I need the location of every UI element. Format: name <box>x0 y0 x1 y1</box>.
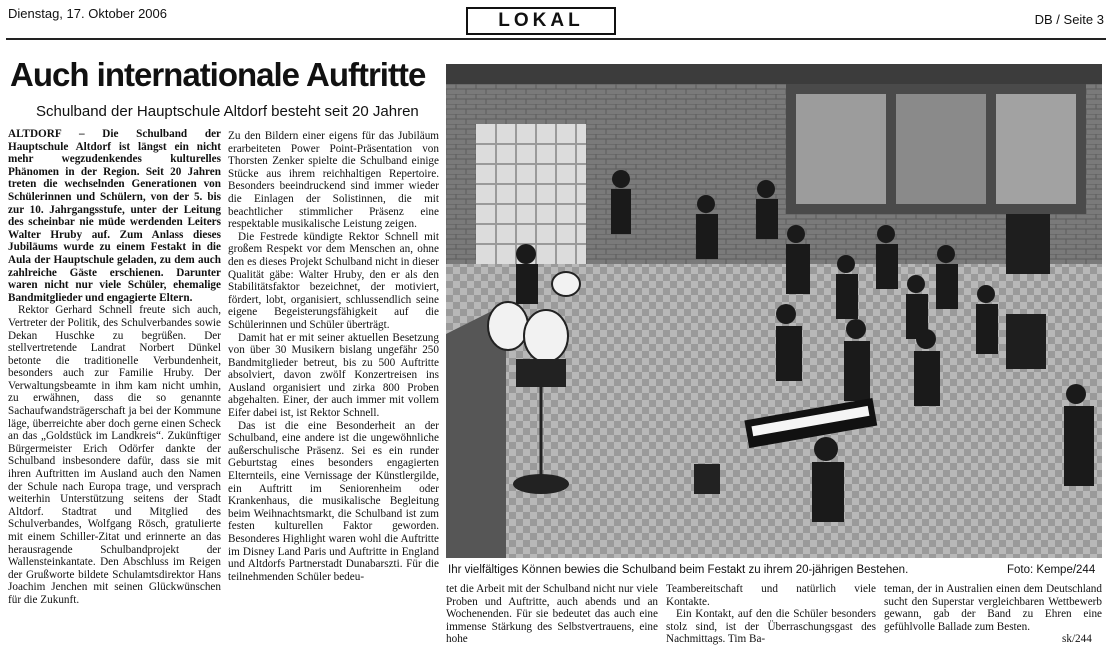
headline: Auch internationale Auftritte <box>10 56 426 93</box>
photo-caption: Ihr vielfältiges Können bewies die Schulband beim Festakt zu ihrem 20-jährigen Bestehen. <box>448 564 909 576</box>
issue-date: Dienstag, 17. Oktober 2006 <box>8 6 167 21</box>
header-rule <box>6 38 1106 40</box>
body-paragraph: Die Festrede kündigte Rektor Schnell mit großem Respekt vor dem Menschen an, ohne den es dieses Projekt Schulband nicht in dieser Qualität gäbe: Walter Hruby, den er als den Stabilitätsfaktor bezeichnet, der motiviert, fördert, lobt, organisiert, schlussendlich seine eigene Begeisterungsfähigkeit auf die Schülerinnen und Schüler überträgt. <box>228 230 439 331</box>
body-paragraph: tet die Arbeit mit der Schulband nicht nur viele Proben und Auftritte, auch abends und an Wochenenden. Für sie bedeutet das auch eine immense Stärkung des Selbstvertrauens, eine hohe <box>446 583 658 645</box>
article-column-3 <box>446 583 658 645</box>
band-photo <box>446 64 1102 558</box>
body-paragraph: Ein Kontakt, auf den die Schüler besonders stolz sind, ist der Überraschungsgast des Nachmittags. Tim Ba- <box>666 608 876 645</box>
photo-illustration <box>446 64 1102 558</box>
photo-credit: Foto: Kempe/244 <box>1007 564 1096 576</box>
subheadline: Schulband der Hauptschule Altdorf besteht seit 20 Jahren <box>36 103 419 120</box>
section-label: LOKAL <box>466 7 616 35</box>
body-paragraph: Zu den Bildern einer eigens für das Jubiläum erarbeiteten Power Point-Präsentation von Thorsten Zenker spielte die Schulband einige Stücke aus ihrem reichhaltigen Repertoire. Besonders beeindruckend sind immer wieder die Einlagen der Solistinnen, die mit beachtlicher stimmlicher Präsenz eine respektable musikalische Leistung zeigen. <box>228 130 439 231</box>
lead-paragraph: ALTDORF – Die Schulband der Hauptschule Altdorf ist längst ein nicht mehr wegzudenkendes kulturelles Phänomen in der Region. Seit 20 Jahren treten die wechselnden Generationen von Schülerinnen und Schülern, von der 5. bis zur 10. Jahrgangsstufe, unter der Leitung des scheinbar nie müde werdenden Leiters Walter Hruby auf. Zum Anlass dieses Jubiläums wurde zu einem Festakt in die Aula der Hauptschule geladen, zu dem auch zahlreiche Gäste erschienen. Darunter waren nicht nur viele Schüler, ehemalige Bandmitglieder und engagierte Eltern. <box>8 128 221 304</box>
article-column-1 <box>8 128 221 644</box>
author-signature: sk/244 <box>1062 633 1092 645</box>
body-paragraph: Damit hat er mit seiner aktuellen Besetzung von über 30 Musikern bislang ungefähr 250 Bandmitglieder betreut, bis zu 500 Auftritte absolviert, davon zwölf Konzertreisen ins Ausland organisiert und zirka 800 Proben abgehalten. Einer, der auch immer mit vollem Eifer dabei ist, ist Rektor Schnell. <box>228 331 439 420</box>
article-column-2 <box>228 130 439 644</box>
article-column-5 <box>884 583 1102 635</box>
body-paragraph: Teambereitschaft und natürlich viele Kontakte. <box>666 583 876 608</box>
body-paragraph: Das ist die eine Besonderheit an der Schulband, eine andere ist die ungewöhnliche außerschulische Präsenz. Sei es ein runder Geburtstag eines besonders engagierten Elternteils, eine Vernissage der Künstlergilde, ein Auftritt im Seniorenheim oder Krankenhaus, die musikalische Begleitung beim Weihnachtsmarkt, die Schulband ist zum festen kulturellen Faktor geworden. Besonderes Highlight waren wohl die Auftritte im Disney Land Paris und Auftritte in England und Altdorfs Partnerstadt Dunabarszti. Für die teilnehmenden Schüler bedeu- <box>228 419 439 583</box>
body-paragraph: teman, der in Australien einen dem Deutschland sucht den Superstar vergleichbaren Wettbewerb gewann, gab der Band zu Ehren eine gefühlvolle Ballade zum Besten. <box>884 583 1102 633</box>
article-column-4 <box>666 583 876 645</box>
body-paragraph: Rektor Gerhard Schnell freute sich auch, Vertreter der Politik, des Schulverbandes sowie Dekan Huschke zu begrüßen. Der stellvertretende Landrat Norbert Dünkel betonte die traditionelle Verbundenheit, besonders auch zur Familie Hruby. Der Verwaltungsbeamte in ihm kam nicht umhin, zu erwähnen, dass die so genannte Sachaufwandsträgerschaft ja bei der Kommune läge, überreichte aber doch gerne einen Scheck an das „Goldstück im Landkreis“. Zukünftiger Bürgermeister Erich Odörfer dankte der Schulband insbesondere dafür, dass sie mit ihren Auftritten im Ausland auch den Namen der Schule nach Europa trage, und versprach weiterhin Unterstützung seitens der Stadt Altdorf. Stadtrat und Mitglied des Schulverbandes, Wolfgang Rösch, gratulierte mit einem Schiller-Zitat und erinnerte an das herausragende Schulbandprojekt der Wallensteinkantate. Den Abschluss im Reigen der Grußworte bildete Schulamtsdirektor Hans Joachim Jenchen mit seinen Glückwünschen für die Zukunft. <box>8 304 221 606</box>
page-number: DB / Seite 3 <box>1034 12 1104 27</box>
